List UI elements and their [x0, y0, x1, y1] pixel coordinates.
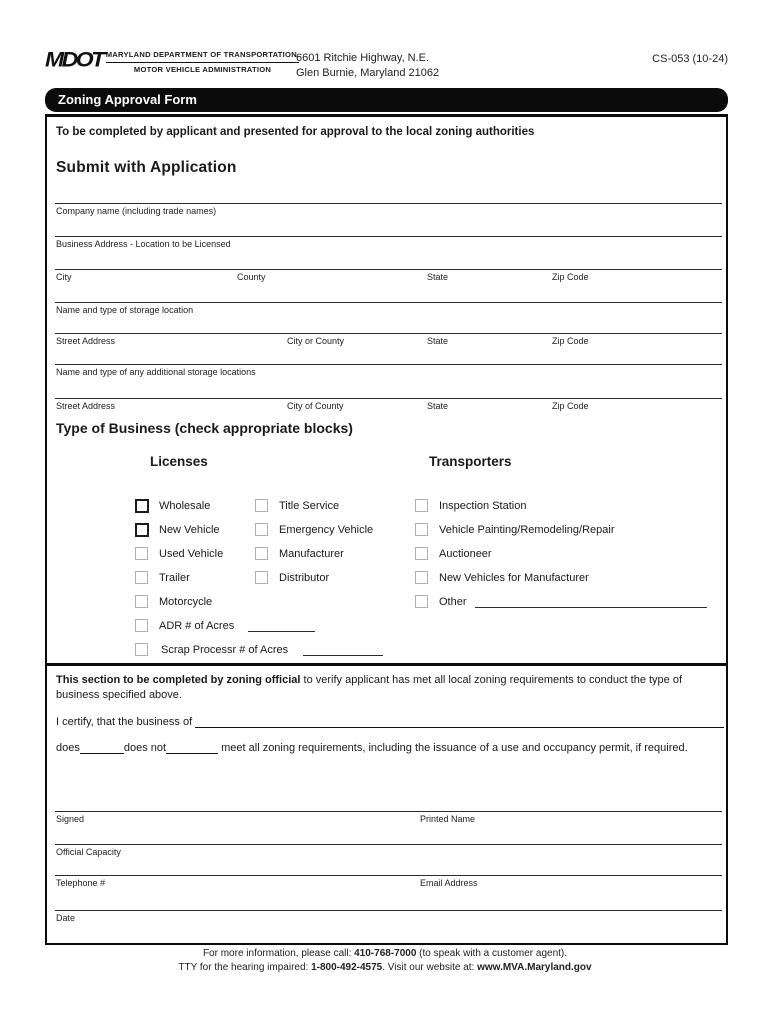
county-label: County: [237, 272, 266, 282]
mdot-logo-text: [106, 50, 300, 74]
mdot-logo: [45, 47, 300, 74]
applicant-instruction: To be completed by applicant and presented for approval to the local zoning authorities: [56, 126, 535, 138]
footer-line2: [0, 961, 770, 975]
additional-storage-field[interactable]: [55, 364, 722, 365]
business-name-field[interactable]: [195, 715, 724, 728]
does-not-field[interactable]: [166, 741, 218, 754]
telephone-label: Telephone #: [56, 878, 106, 888]
title-service-checkbox[interactable]: [255, 499, 268, 512]
zip-code-label: Zip Code: [552, 401, 589, 411]
used-vehicle-checkbox[interactable]: [135, 547, 148, 560]
state-label: State: [427, 336, 449, 346]
mdot-logo-mark-icon: MDOT: [45, 47, 103, 71]
agency-address-line1: 6601 Ritchie Highway, N.E.: [296, 52, 430, 64]
street-address-label: Street Address: [56, 336, 116, 346]
form-title: Zoning Approval Form: [58, 92, 197, 107]
signed-label: Signed: [56, 814, 85, 824]
motorcycle-checkbox[interactable]: [135, 595, 148, 608]
auctioneer-checkbox[interactable]: [415, 547, 428, 560]
wholesale-label: Wholesale: [159, 500, 211, 512]
emergency-vehicle-checkbox[interactable]: [255, 523, 268, 536]
new-vehicles-for-manufacturer-checkbox[interactable]: [415, 571, 428, 584]
official-capacity-field[interactable]: [55, 844, 722, 845]
inspection-station-checkbox[interactable]: [415, 499, 428, 512]
new-vehicles-for-manufacturer-label: New Vehicles for Manufacturer: [439, 572, 589, 584]
form-body: [45, 114, 728, 945]
meets-requirements-text: meet all zoning requirements, including the issuance of a use and occupancy permit, if required.: [218, 742, 688, 754]
distributor-label: Distributor: [279, 572, 330, 584]
scrap-processor-acres-field[interactable]: [303, 655, 383, 656]
logo-administration-line: MOTOR VEHICLE ADMINISTRATION: [133, 65, 272, 74]
inspection-station-label: Inspection Station: [439, 500, 527, 512]
signed-field[interactable]: [55, 811, 722, 812]
does-field[interactable]: [80, 741, 124, 754]
city-county-state-zip-field[interactable]: [55, 269, 722, 270]
other-label: Other: [439, 596, 467, 608]
storage-street-address-field[interactable]: [55, 333, 722, 334]
wholesale-checkbox[interactable]: [135, 499, 149, 513]
other-field[interactable]: [475, 607, 707, 608]
date-field[interactable]: [55, 910, 722, 911]
zip-code-label: Zip Code: [552, 336, 589, 346]
storage-location-field[interactable]: [55, 302, 722, 303]
used-vehicle-label: Used Vehicle: [159, 548, 224, 560]
additional-storage-label: Name and type of any additional storage locations: [56, 367, 256, 377]
agency-address-line2: Glen Burnie, Maryland 21062: [296, 66, 440, 79]
manufacturer-label: Manufacturer: [279, 548, 344, 560]
adr-acres-label: ADR # of Acres: [159, 620, 235, 632]
auctioneer-label: Auctioneer: [439, 548, 492, 560]
new-vehicle-checkbox[interactable]: [135, 523, 149, 537]
printed-name-label: Printed Name: [420, 814, 476, 824]
licenses-column-header: Licenses: [150, 454, 208, 469]
certify-row: [56, 715, 724, 728]
vehicle-painting-checkbox[interactable]: [415, 523, 428, 536]
trailer-checkbox[interactable]: [135, 571, 148, 584]
city-of-county-label: City of County: [287, 401, 344, 411]
type-of-business-heading: Type of Business (check appropriate blocks): [56, 420, 353, 436]
logo-department-line: MARYLAND DEPARTMENT OF TRANSPORTATION.: [106, 50, 300, 63]
other-checkbox[interactable]: [415, 595, 428, 608]
footer-line1: [0, 947, 770, 961]
adr-acres-field[interactable]: [248, 631, 315, 632]
email-address-label: Email Address: [420, 878, 478, 888]
date-label: Date: [56, 913, 76, 923]
street-address-label: Street Address: [56, 401, 116, 411]
footer-website-url: www.MVA.Maryland.gov: [477, 961, 592, 973]
official-capacity-label: Official Capacity: [56, 847, 121, 857]
certify-label: I certify, that the business of: [56, 716, 193, 728]
scrap-processor-checkbox[interactable]: [135, 643, 148, 656]
state-label: State: [427, 401, 449, 411]
submit-with-application-heading: Submit with Application: [56, 159, 237, 176]
vehicle-painting-label: Vehicle Painting/Remodeling/Repair: [439, 524, 615, 536]
distributor-checkbox[interactable]: [255, 571, 268, 584]
footer: [0, 947, 770, 974]
company-name-field[interactable]: [55, 203, 722, 204]
adr-checkbox[interactable]: [135, 619, 148, 632]
section-divider: [47, 663, 726, 666]
manufacturer-checkbox[interactable]: [255, 547, 268, 560]
official-section-intro: [56, 673, 716, 703]
business-address-field[interactable]: [55, 236, 722, 237]
does-label: does: [56, 742, 80, 754]
company-name-label: Company name (including trade names): [56, 206, 217, 216]
city-or-county-label: City or County: [287, 336, 345, 346]
state-label: State: [427, 272, 449, 282]
form-number: CS-053 (10-24): [652, 53, 728, 65]
official-section-intro-bold: This section to be completed by zoning official: [56, 674, 301, 686]
telephone-email-field[interactable]: [55, 875, 722, 876]
form-title-bar: [45, 88, 728, 112]
footer-phone-number: 410-768-7000: [354, 948, 417, 959]
footer-call-suffix: (to speak with a customer agent).: [416, 948, 568, 959]
agency-address: [296, 51, 439, 80]
footer-call-text: For more information, please call:: [202, 948, 355, 959]
footer-tty-text: TTY for the hearing impaired:: [178, 961, 312, 973]
additional-storage-street-field[interactable]: [55, 398, 722, 399]
title-service-label: Title Service: [279, 500, 340, 512]
motorcycle-label: Motorcycle: [159, 596, 213, 608]
transporters-column-header: Transporters: [429, 454, 512, 469]
city-label: City: [56, 272, 72, 282]
trailer-label: Trailer: [159, 572, 190, 584]
emergency-vehicle-label: Emergency Vehicle: [279, 524, 374, 536]
zip-code-label: Zip Code: [552, 272, 589, 282]
storage-location-label: Name and type of storage location: [56, 305, 194, 315]
footer-tty-number: 1-800-492-4575: [311, 961, 383, 973]
new-vehicle-label: New Vehicle: [159, 524, 220, 536]
scrap-processor-acres-label: Scrap Processr # of Acres: [161, 644, 289, 656]
does-row: [56, 741, 724, 754]
does-not-label: does not: [123, 742, 167, 754]
footer-website-text: . Visit our website at:: [382, 961, 478, 973]
official-section-intro-rest: to verify applicant has met all local zoning requirements to conduct the type of business specified above.: [56, 674, 683, 701]
business-address-label: Business Address - Location to be Licensed: [56, 239, 231, 249]
